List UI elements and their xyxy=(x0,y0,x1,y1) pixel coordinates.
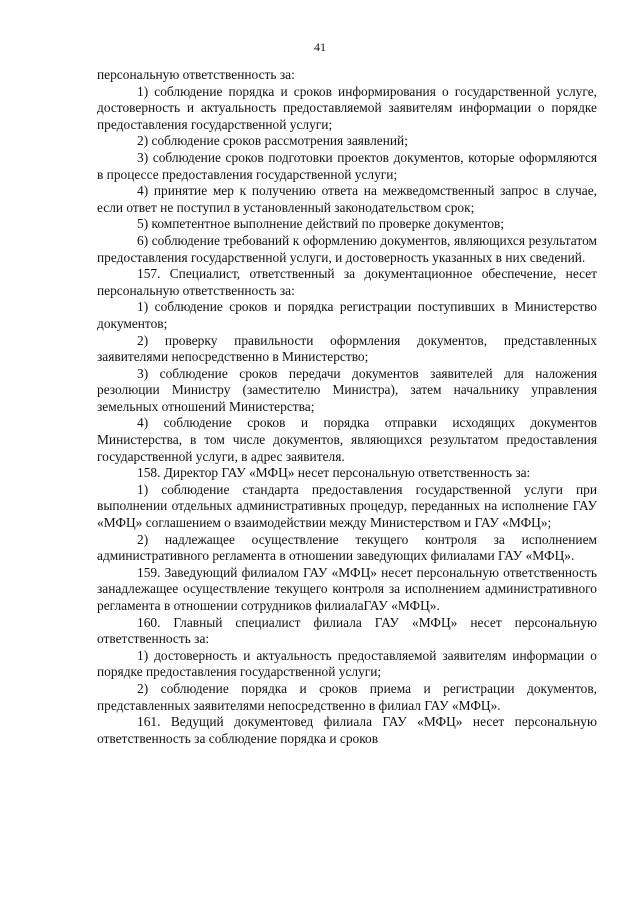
paragraph-section-161: 161. Ведущий документовед филиала ГАУ «МФЦ» несет персональную ответственность за соблюдение порядка и сроков xyxy=(97,714,597,746)
paragraph-item: 2) надлежащее осуществление текущего контроля за исполнением административного регламента в отношении заведующих филиалами ГАУ «МФЦ». xyxy=(97,531,597,564)
paragraph-item: 4) соблюдение сроков и порядка отправки исходящих документов Министерства, в том числе документов, являющихся результатом предоставления государственной услуги, в адрес заявителя. xyxy=(97,415,597,464)
paragraph-section-157: 157. Специалист, ответственный за документационное обеспечение, несет персональную ответственность за: xyxy=(97,266,597,298)
page-number: 41 xyxy=(314,40,326,54)
paragraph-item: 1) соблюдение стандарта предоставления государственной услуги при выполнении отдельных административных процедур, переданных на исполнение ГАУ «МФЦ» соглашением о взаимодействии между Министерством и ГАУ «МФЦ»; xyxy=(97,481,597,531)
paragraph-section-158: 158. Директор ГАУ «МФЦ» несет персональную ответственность за: xyxy=(137,465,531,481)
paragraph-item: 1) соблюдение порядка и сроков информирования о государственной услуге, достоверность и актуальность предоставляемой заявителям информации о порядке предоставления государственной услуги; xyxy=(97,83,597,132)
paragraph-item: 2) соблюдение порядка и сроков приема и регистрации документов, представленных заявителями непосредственно в филиал ГАУ «МФЦ». xyxy=(97,680,597,713)
paragraph-item: 1) достоверность и актуальность предоставляемой заявителям информации о порядке предоставления государственной услуги; xyxy=(97,647,597,680)
paragraph-item: 1) соблюдение сроков и порядка регистрации поступивших в Министерство документов; xyxy=(97,299,597,331)
paragraph-item: 2) проверку правильности оформления документов, представленных заявителями непосредственно в Министерство; xyxy=(97,332,597,365)
paragraph-item: 6) соблюдение требований к оформлению документов, являющихся результатом предоставления государственной услуги, и достоверность указанных в них сведений. xyxy=(97,232,597,265)
paragraph-section-159: 159. Заведующий филиалом ГАУ «МФЦ» несет персональную ответственность занадлежащее осуществление текущего контроля за исполнением административного регламента в отношении сотрудников филиалаГАУ «МФЦ». xyxy=(97,564,597,613)
paragraph-item: 3) соблюдение сроков подготовки проектов документов, которые оформляются в процессе предоставления государственной услуги; xyxy=(97,149,597,182)
paragraph-item: 4) принятие мер к получению ответа на межведомственный запрос в случае, если ответ не поступил в установленный законодательством срок; xyxy=(97,183,597,215)
paragraph-continuation: персональную ответственность за: xyxy=(97,67,295,82)
paragraph-item: 5) компетентное выполнение действий по проверке документов; xyxy=(137,216,505,232)
paragraph-item: 2) соблюдение сроков рассмотрения заявлений; xyxy=(137,133,408,149)
paragraph-item: 3) соблюдение сроков передачи документов заявителей для наложения резолюции Министру (заместителю Министра), затем начальнику управления земельных отношений Министерства; xyxy=(97,365,597,414)
document-body xyxy=(97,67,597,747)
paragraph-section-160: 160. Главный специалист филиала ГАУ «МФЦ» несет персональную ответственность за: xyxy=(97,614,597,647)
